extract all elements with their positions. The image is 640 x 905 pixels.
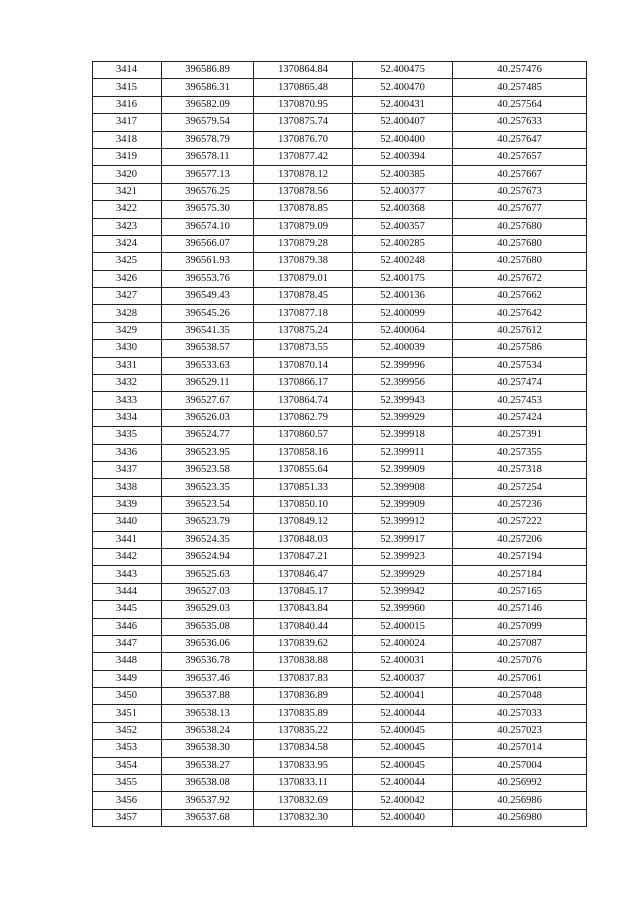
latitude-cell: 52.399918 [353, 427, 453, 444]
table-row [93, 235, 587, 252]
table-row [93, 514, 587, 531]
x-coordinate-cell: 396523.35 [162, 479, 254, 496]
longitude-cell: 40.257612 [453, 322, 587, 339]
y-coordinate-cell: 1370870.95 [254, 96, 353, 113]
x-coordinate-cell: 396586.31 [162, 79, 254, 96]
longitude-cell: 40.257184 [453, 566, 587, 583]
table-row [93, 740, 587, 757]
latitude-cell: 52.399929 [353, 566, 453, 583]
latitude-cell: 52.399923 [353, 548, 453, 565]
x-coordinate-cell: 396577.13 [162, 166, 254, 183]
longitude-cell: 40.257680 [453, 218, 587, 235]
longitude-cell: 40.257642 [453, 305, 587, 322]
y-coordinate-cell: 1370836.89 [254, 688, 353, 705]
longitude-cell: 40.257165 [453, 583, 587, 600]
latitude-cell: 52.400136 [353, 288, 453, 305]
x-coordinate-cell: 396523.54 [162, 496, 254, 513]
y-coordinate-cell: 1370875.24 [254, 322, 353, 339]
y-coordinate-cell: 1370847.21 [254, 548, 353, 565]
latitude-cell: 52.400044 [353, 775, 453, 792]
table-row [93, 131, 587, 148]
latitude-cell: 52.400024 [353, 635, 453, 652]
table-row [93, 670, 587, 687]
longitude-cell: 40.257048 [453, 688, 587, 705]
longitude-cell: 40.257677 [453, 201, 587, 218]
latitude-cell: 52.399917 [353, 531, 453, 548]
point-number-cell: 3423 [93, 218, 162, 235]
x-coordinate-cell: 396538.27 [162, 757, 254, 774]
y-coordinate-cell: 1370840.44 [254, 618, 353, 635]
latitude-cell: 52.400099 [353, 305, 453, 322]
x-coordinate-cell: 396586.89 [162, 62, 254, 79]
y-coordinate-cell: 1370846.47 [254, 566, 353, 583]
point-number-cell: 3421 [93, 183, 162, 200]
x-coordinate-cell: 396533.63 [162, 357, 254, 374]
y-coordinate-cell: 1370848.03 [254, 531, 353, 548]
latitude-cell: 52.400400 [353, 131, 453, 148]
x-coordinate-cell: 396524.35 [162, 531, 254, 548]
latitude-cell: 52.399942 [353, 583, 453, 600]
latitude-cell: 52.400044 [353, 705, 453, 722]
longitude-cell: 40.257424 [453, 409, 587, 426]
longitude-cell: 40.257061 [453, 670, 587, 687]
point-number-cell: 3449 [93, 670, 162, 687]
longitude-cell: 40.257657 [453, 148, 587, 165]
longitude-cell: 40.257222 [453, 514, 587, 531]
latitude-cell: 52.400357 [353, 218, 453, 235]
x-coordinate-cell: 396523.58 [162, 461, 254, 478]
latitude-cell: 52.400394 [353, 148, 453, 165]
y-coordinate-cell: 1370833.11 [254, 775, 353, 792]
y-coordinate-cell: 1370832.69 [254, 792, 353, 809]
longitude-cell: 40.257476 [453, 62, 587, 79]
table-row [93, 566, 587, 583]
point-number-cell: 3434 [93, 409, 162, 426]
table-row [93, 722, 587, 739]
longitude-cell: 40.257680 [453, 253, 587, 270]
latitude-cell: 52.400015 [353, 618, 453, 635]
latitude-cell: 52.400285 [353, 235, 453, 252]
longitude-cell: 40.257391 [453, 427, 587, 444]
x-coordinate-cell: 396553.76 [162, 270, 254, 287]
x-coordinate-cell: 396523.95 [162, 444, 254, 461]
point-number-cell: 3415 [93, 79, 162, 96]
point-number-cell: 3417 [93, 114, 162, 131]
y-coordinate-cell: 1370877.18 [254, 305, 353, 322]
longitude-cell: 40.257680 [453, 235, 587, 252]
latitude-cell: 52.400045 [353, 757, 453, 774]
point-number-cell: 3435 [93, 427, 162, 444]
latitude-cell: 52.399956 [353, 375, 453, 392]
latitude-cell: 52.399908 [353, 479, 453, 496]
longitude-cell: 40.257672 [453, 270, 587, 287]
x-coordinate-cell: 396536.06 [162, 635, 254, 652]
table-row [93, 583, 587, 600]
y-coordinate-cell: 1370833.95 [254, 757, 353, 774]
point-number-cell: 3453 [93, 740, 162, 757]
y-coordinate-cell: 1370843.84 [254, 601, 353, 618]
table-row [93, 705, 587, 722]
longitude-cell: 40.257662 [453, 288, 587, 305]
x-coordinate-cell: 396537.88 [162, 688, 254, 705]
x-coordinate-cell: 396576.25 [162, 183, 254, 200]
table-row [93, 305, 587, 322]
x-coordinate-cell: 396538.13 [162, 705, 254, 722]
longitude-cell: 40.257534 [453, 357, 587, 374]
longitude-cell: 40.257485 [453, 79, 587, 96]
table-row [93, 461, 587, 478]
latitude-cell: 52.400045 [353, 740, 453, 757]
table-row [93, 496, 587, 513]
point-number-cell: 3456 [93, 792, 162, 809]
latitude-cell: 52.399909 [353, 496, 453, 513]
coordinates-table [92, 61, 587, 827]
longitude-cell: 40.257673 [453, 183, 587, 200]
point-number-cell: 3427 [93, 288, 162, 305]
y-coordinate-cell: 1370876.70 [254, 131, 353, 148]
table-row [93, 635, 587, 652]
table-row [93, 427, 587, 444]
longitude-cell: 40.256992 [453, 775, 587, 792]
x-coordinate-cell: 396523.79 [162, 514, 254, 531]
latitude-cell: 52.399929 [353, 409, 453, 426]
table-row [93, 548, 587, 565]
latitude-cell: 52.400041 [353, 688, 453, 705]
point-number-cell: 3448 [93, 653, 162, 670]
point-number-cell: 3433 [93, 392, 162, 409]
longitude-cell: 40.257014 [453, 740, 587, 757]
longitude-cell: 40.257004 [453, 757, 587, 774]
y-coordinate-cell: 1370834.58 [254, 740, 353, 757]
y-coordinate-cell: 1370866.17 [254, 375, 353, 392]
x-coordinate-cell: 396524.77 [162, 427, 254, 444]
point-number-cell: 3432 [93, 375, 162, 392]
x-coordinate-cell: 396561.93 [162, 253, 254, 270]
longitude-cell: 40.257254 [453, 479, 587, 496]
table-row [93, 340, 587, 357]
longitude-cell: 40.257206 [453, 531, 587, 548]
point-number-cell: 3418 [93, 131, 162, 148]
y-coordinate-cell: 1370879.28 [254, 235, 353, 252]
longitude-cell: 40.257355 [453, 444, 587, 461]
longitude-cell: 40.257146 [453, 601, 587, 618]
point-number-cell: 3445 [93, 601, 162, 618]
y-coordinate-cell: 1370879.38 [254, 253, 353, 270]
point-number-cell: 3430 [93, 340, 162, 357]
point-number-cell: 3439 [93, 496, 162, 513]
latitude-cell: 52.400040 [353, 809, 453, 826]
table-row [93, 183, 587, 200]
y-coordinate-cell: 1370878.85 [254, 201, 353, 218]
point-number-cell: 3428 [93, 305, 162, 322]
point-number-cell: 3429 [93, 322, 162, 339]
longitude-cell: 40.257099 [453, 618, 587, 635]
latitude-cell: 52.399996 [353, 357, 453, 374]
latitude-cell: 52.400175 [353, 270, 453, 287]
point-number-cell: 3419 [93, 148, 162, 165]
latitude-cell: 52.400042 [353, 792, 453, 809]
x-coordinate-cell: 396538.57 [162, 340, 254, 357]
point-number-cell: 3443 [93, 566, 162, 583]
point-number-cell: 3424 [93, 235, 162, 252]
point-number-cell: 3451 [93, 705, 162, 722]
table-row [93, 792, 587, 809]
point-number-cell: 3420 [93, 166, 162, 183]
y-coordinate-cell: 1370864.84 [254, 62, 353, 79]
y-coordinate-cell: 1370837.83 [254, 670, 353, 687]
x-coordinate-cell: 396537.92 [162, 792, 254, 809]
table-row [93, 288, 587, 305]
longitude-cell: 40.256986 [453, 792, 587, 809]
x-coordinate-cell: 396524.94 [162, 548, 254, 565]
x-coordinate-cell: 396536.78 [162, 653, 254, 670]
point-number-cell: 3447 [93, 635, 162, 652]
x-coordinate-cell: 396579.54 [162, 114, 254, 131]
point-number-cell: 3446 [93, 618, 162, 635]
longitude-cell: 40.257586 [453, 340, 587, 357]
x-coordinate-cell: 396525.63 [162, 566, 254, 583]
table-row [93, 166, 587, 183]
latitude-cell: 52.400037 [353, 670, 453, 687]
y-coordinate-cell: 1370850.10 [254, 496, 353, 513]
longitude-cell: 40.257236 [453, 496, 587, 513]
longitude-cell: 40.257194 [453, 548, 587, 565]
y-coordinate-cell: 1370879.01 [254, 270, 353, 287]
table-row [93, 96, 587, 113]
x-coordinate-cell: 396538.30 [162, 740, 254, 757]
latitude-cell: 52.399909 [353, 461, 453, 478]
longitude-cell: 40.257667 [453, 166, 587, 183]
longitude-cell: 40.257023 [453, 722, 587, 739]
y-coordinate-cell: 1370862.79 [254, 409, 353, 426]
point-number-cell: 3444 [93, 583, 162, 600]
table-row [93, 357, 587, 374]
latitude-cell: 52.400407 [353, 114, 453, 131]
x-coordinate-cell: 396535.08 [162, 618, 254, 635]
y-coordinate-cell: 1370878.45 [254, 288, 353, 305]
x-coordinate-cell: 396574.10 [162, 218, 254, 235]
point-number-cell: 3440 [93, 514, 162, 531]
table-row [93, 688, 587, 705]
x-coordinate-cell: 396578.11 [162, 148, 254, 165]
latitude-cell: 52.400248 [353, 253, 453, 270]
longitude-cell: 40.257564 [453, 96, 587, 113]
latitude-cell: 52.400064 [353, 322, 453, 339]
latitude-cell: 52.400045 [353, 722, 453, 739]
table-row [93, 757, 587, 774]
y-coordinate-cell: 1370832.30 [254, 809, 353, 826]
x-coordinate-cell: 396537.68 [162, 809, 254, 826]
y-coordinate-cell: 1370873.55 [254, 340, 353, 357]
y-coordinate-cell: 1370878.12 [254, 166, 353, 183]
y-coordinate-cell: 1370877.42 [254, 148, 353, 165]
x-coordinate-cell: 396529.03 [162, 601, 254, 618]
point-number-cell: 3452 [93, 722, 162, 739]
x-coordinate-cell: 396541.35 [162, 322, 254, 339]
x-coordinate-cell: 396545.26 [162, 305, 254, 322]
table-row [93, 322, 587, 339]
point-number-cell: 3441 [93, 531, 162, 548]
point-number-cell: 3436 [93, 444, 162, 461]
latitude-cell: 52.400431 [353, 96, 453, 113]
x-coordinate-cell: 396582.09 [162, 96, 254, 113]
table-row [93, 409, 587, 426]
y-coordinate-cell: 1370858.16 [254, 444, 353, 461]
longitude-cell: 40.257474 [453, 375, 587, 392]
x-coordinate-cell: 396527.03 [162, 583, 254, 600]
y-coordinate-cell: 1370849.12 [254, 514, 353, 531]
point-number-cell: 3416 [93, 96, 162, 113]
latitude-cell: 52.399960 [353, 601, 453, 618]
latitude-cell: 52.399912 [353, 514, 453, 531]
table-row [93, 601, 587, 618]
table-row [93, 148, 587, 165]
y-coordinate-cell: 1370845.17 [254, 583, 353, 600]
y-coordinate-cell: 1370855.64 [254, 461, 353, 478]
table-row [93, 653, 587, 670]
longitude-cell: 40.257033 [453, 705, 587, 722]
y-coordinate-cell: 1370864.74 [254, 392, 353, 409]
latitude-cell: 52.400385 [353, 166, 453, 183]
x-coordinate-cell: 396566.07 [162, 235, 254, 252]
y-coordinate-cell: 1370865.48 [254, 79, 353, 96]
latitude-cell: 52.400475 [353, 62, 453, 79]
x-coordinate-cell: 396575.30 [162, 201, 254, 218]
table-row [93, 809, 587, 826]
x-coordinate-cell: 396527.67 [162, 392, 254, 409]
longitude-cell: 40.257633 [453, 114, 587, 131]
y-coordinate-cell: 1370860.57 [254, 427, 353, 444]
longitude-cell: 40.257453 [453, 392, 587, 409]
longitude-cell: 40.257087 [453, 635, 587, 652]
point-number-cell: 3426 [93, 270, 162, 287]
y-coordinate-cell: 1370851.33 [254, 479, 353, 496]
y-coordinate-cell: 1370835.89 [254, 705, 353, 722]
latitude-cell: 52.400377 [353, 183, 453, 200]
table-row [93, 218, 587, 235]
point-number-cell: 3454 [93, 757, 162, 774]
y-coordinate-cell: 1370870.14 [254, 357, 353, 374]
longitude-cell: 40.257076 [453, 653, 587, 670]
x-coordinate-cell: 396537.46 [162, 670, 254, 687]
y-coordinate-cell: 1370835.22 [254, 722, 353, 739]
x-coordinate-cell: 396538.08 [162, 775, 254, 792]
latitude-cell: 52.399911 [353, 444, 453, 461]
table-row [93, 531, 587, 548]
x-coordinate-cell: 396529.11 [162, 375, 254, 392]
x-coordinate-cell: 396549.43 [162, 288, 254, 305]
table-row [93, 392, 587, 409]
x-coordinate-cell: 396578.79 [162, 131, 254, 148]
longitude-cell: 40.257647 [453, 131, 587, 148]
table-row [93, 444, 587, 461]
x-coordinate-cell: 396538.24 [162, 722, 254, 739]
latitude-cell: 52.399943 [353, 392, 453, 409]
point-number-cell: 3455 [93, 775, 162, 792]
coordinates-table-body [93, 62, 587, 827]
point-number-cell: 3438 [93, 479, 162, 496]
point-number-cell: 3414 [93, 62, 162, 79]
y-coordinate-cell: 1370838.88 [254, 653, 353, 670]
table-row [93, 775, 587, 792]
y-coordinate-cell: 1370879.09 [254, 218, 353, 235]
point-number-cell: 3425 [93, 253, 162, 270]
y-coordinate-cell: 1370839.62 [254, 635, 353, 652]
table-row [93, 479, 587, 496]
table-row [93, 618, 587, 635]
table-row [93, 270, 587, 287]
table-row [93, 62, 587, 79]
point-number-cell: 3437 [93, 461, 162, 478]
latitude-cell: 52.400368 [353, 201, 453, 218]
longitude-cell: 40.256980 [453, 809, 587, 826]
table-row [93, 79, 587, 96]
point-number-cell: 3422 [93, 201, 162, 218]
latitude-cell: 52.400470 [353, 79, 453, 96]
point-number-cell: 3450 [93, 688, 162, 705]
latitude-cell: 52.400039 [353, 340, 453, 357]
table-row [93, 201, 587, 218]
y-coordinate-cell: 1370878.56 [254, 183, 353, 200]
point-number-cell: 3431 [93, 357, 162, 374]
point-number-cell: 3442 [93, 548, 162, 565]
y-coordinate-cell: 1370875.74 [254, 114, 353, 131]
table-row [93, 114, 587, 131]
longitude-cell: 40.257318 [453, 461, 587, 478]
table-row [93, 375, 587, 392]
table-row [93, 253, 587, 270]
x-coordinate-cell: 396526.03 [162, 409, 254, 426]
point-number-cell: 3457 [93, 809, 162, 826]
latitude-cell: 52.400031 [353, 653, 453, 670]
